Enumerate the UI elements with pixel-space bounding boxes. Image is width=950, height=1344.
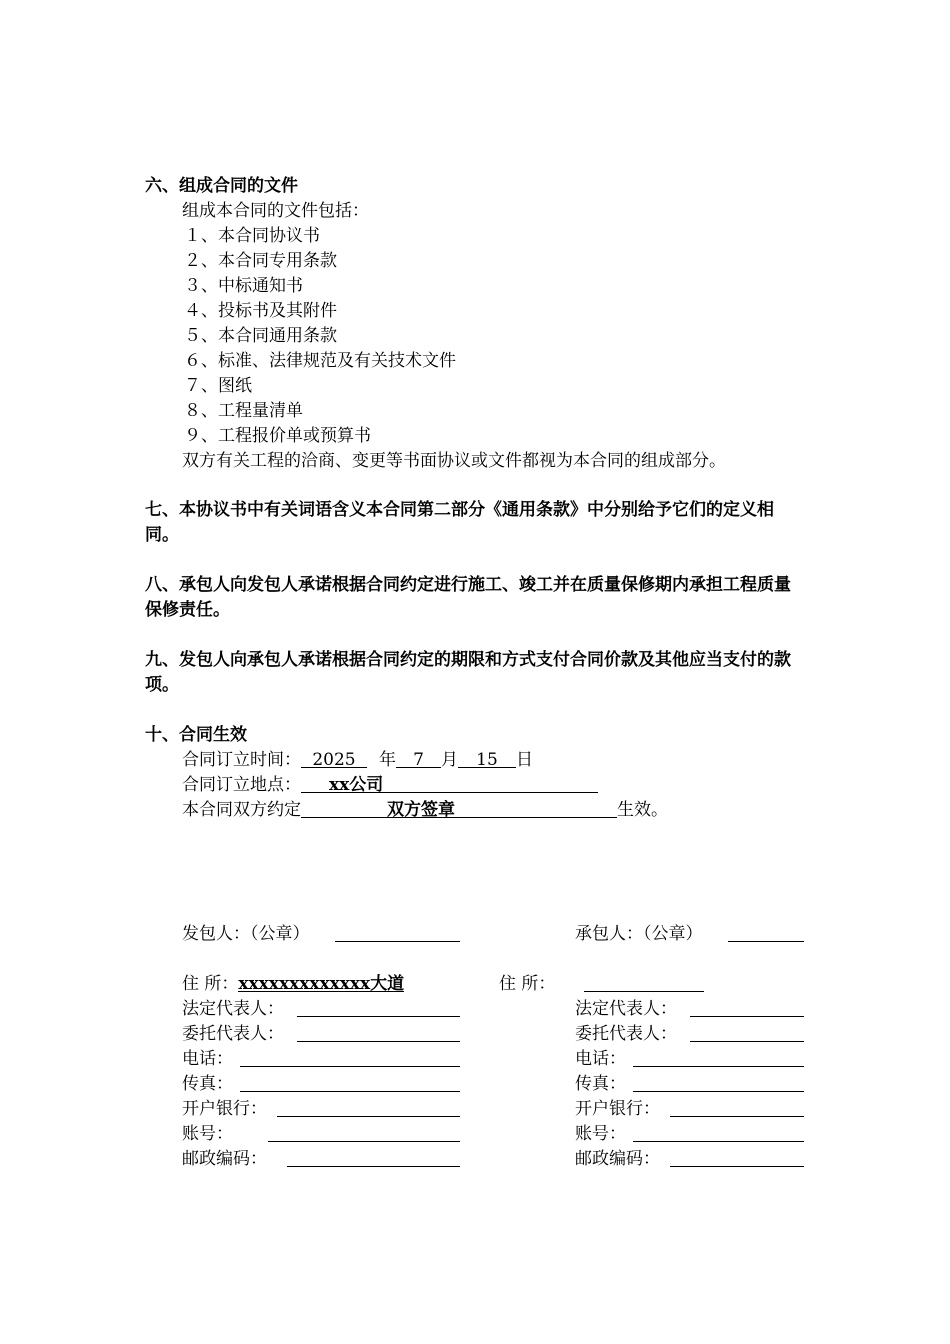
effect-field <box>301 798 617 818</box>
right-seal-blank[interactable] <box>728 941 804 942</box>
right-phone-label: 电话： <box>575 1049 626 1069</box>
left-postcode-blank[interactable] <box>287 1166 460 1167</box>
right-fax-blank[interactable] <box>633 1091 804 1092</box>
right-address-blank[interactable] <box>584 991 704 992</box>
right-agent-rep-blank[interactable] <box>690 1041 804 1042</box>
day-unit: 日 <box>516 750 533 770</box>
left-legal-rep-blank[interactable] <box>297 1016 460 1017</box>
left-bank-label: 开户银行： <box>182 1099 267 1119</box>
right-postcode-label: 邮政编码： <box>575 1149 660 1169</box>
left-legal-rep-label: 法定代表人： <box>182 999 284 1019</box>
left-party-label: 发包人：（公章） <box>182 924 310 944</box>
left-address-label: 住 所： <box>182 974 239 994</box>
year-unit: 年 <box>379 750 396 770</box>
right-phone-blank[interactable] <box>633 1066 804 1067</box>
left-address-value: xxxxxxxxxxxxx大道 <box>238 974 405 994</box>
left-account-label: 账号： <box>182 1124 233 1144</box>
right-legal-rep-label: 法定代表人： <box>575 999 677 1019</box>
left-address-line <box>182 972 404 996</box>
section-6-closing: 双方有关工程的洽商、变更等书面协议或文件都视为本合同的组成部分。 <box>182 451 726 471</box>
right-account-label: 账号： <box>575 1124 626 1144</box>
right-postcode-blank[interactable] <box>670 1166 804 1167</box>
right-bank-label: 开户银行： <box>575 1099 660 1119</box>
left-account-blank[interactable] <box>268 1141 460 1142</box>
contract-year: 2025 <box>301 748 367 768</box>
left-agent-rep-blank[interactable] <box>297 1041 460 1042</box>
contract-date-line <box>182 748 533 772</box>
section-9-paragraph: 九、发包人向承包人承诺根据合同约定的期限和方式支付合同价款及其他应当支付的款项。 <box>145 650 791 695</box>
section-10-heading: 十、合同生效 <box>145 725 247 745</box>
left-postcode-label: 邮政编码： <box>182 1149 267 1169</box>
effect-prefix: 本合同双方约定 <box>182 800 301 820</box>
section-7-paragraph: 七、本协议书中有关词语含义本合同第二部分《通用条款》中分别给予它们的定义相同。 <box>145 500 774 545</box>
list-item: ７、图纸 <box>184 376 252 396</box>
right-fax-label: 传真： <box>575 1074 626 1094</box>
section-8-paragraph: 八、承包人向发包人承诺根据合同约定进行施工、竣工并在质量保修期内承担工程质量保修责任。 <box>145 575 791 620</box>
list-item: ６、标准、法律规范及有关技术文件 <box>184 351 456 371</box>
left-fax-label: 传真： <box>182 1074 233 1094</box>
right-legal-rep-blank[interactable] <box>690 1016 804 1017</box>
contract-place-field <box>301 773 598 793</box>
right-agent-rep-label: 委托代表人： <box>575 1024 677 1044</box>
contract-place-value: xx公司 <box>329 775 384 795</box>
left-seal-blank[interactable] <box>335 941 460 942</box>
month-unit: 月 <box>441 750 458 770</box>
list-item: ８、工程量清单 <box>184 401 303 421</box>
list-item: ２、本合同专用条款 <box>184 251 337 271</box>
contract-day: 15 <box>458 748 516 768</box>
contract-month: 7 <box>396 748 441 768</box>
left-agent-rep-label: 委托代表人： <box>182 1024 284 1044</box>
left-bank-blank[interactable] <box>277 1116 460 1117</box>
left-phone-blank[interactable] <box>240 1066 460 1067</box>
list-item: ５、本合同通用条款 <box>184 326 337 346</box>
right-party-label: 承包人：（公章） <box>575 924 703 944</box>
left-fax-blank[interactable] <box>240 1091 460 1092</box>
right-bank-blank[interactable] <box>670 1116 804 1117</box>
section-6-heading: 六、组成合同的文件 <box>145 176 298 196</box>
list-item: ９、工程报价单或预算书 <box>184 426 371 446</box>
contract-date-label: 合同订立时间： <box>182 750 301 770</box>
section-6-intro: 组成本合同的文件包括： <box>182 201 369 221</box>
contract-effect-line <box>182 798 668 822</box>
list-item: ４、投标书及其附件 <box>184 301 337 321</box>
contract-place-label: 合同订立地点： <box>182 775 301 795</box>
list-item: １、本合同协议书 <box>184 226 320 246</box>
effect-suffix: 生效。 <box>617 800 668 820</box>
left-phone-label: 电话： <box>182 1049 233 1069</box>
list-item: ３、中标通知书 <box>184 276 303 296</box>
contract-place-line <box>182 773 598 797</box>
right-account-blank[interactable] <box>633 1141 804 1142</box>
effect-value: 双方签章 <box>387 800 455 820</box>
right-address-label: 住 所： <box>499 974 556 994</box>
